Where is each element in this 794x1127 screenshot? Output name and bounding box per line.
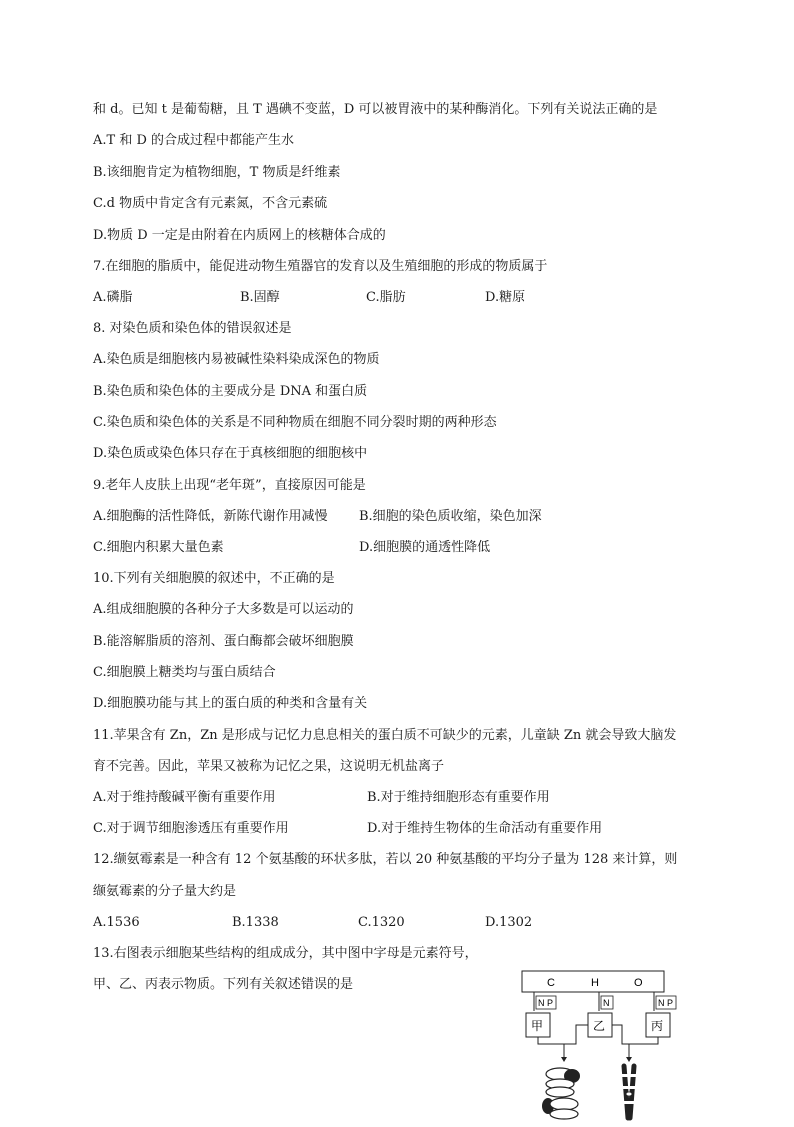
q8-option-c: C.染色质和染色体的关系是不同种物质在细胞不同分裂时期的两种形态 (93, 415, 497, 430)
q8-option-a: A.染色质是细胞核内易被碱性染料染成深色的物质 (93, 352, 380, 367)
membrane-structure (542, 1068, 580, 1119)
q13-stem-line2: 甲、乙、丙表示物质。下列有关叙述错误的是 (93, 977, 354, 992)
q6-option-d: D.物质 D 一定是由附着在内质网上的核糖体合成的 (93, 228, 386, 243)
q8-option-d: D.染色质或染色体只存在于真核细胞的细胞核中 (93, 446, 368, 461)
substance-yi: 乙 (593, 1019, 606, 1033)
n-mid-label: N (603, 998, 610, 1008)
q11-stem-line1: 11.苹果含有 Zn，Zn 是形成与记忆力息息相关的蛋白质不可缺少的元素，儿童缺 Zn 就会导致大脑发 (93, 728, 677, 743)
q7-option-b: B.固醇 (240, 290, 280, 305)
q11-option-b: B.对于维持细胞形态有重要作用 (367, 790, 550, 805)
q12-option-d: D.1302 (485, 915, 533, 930)
np-left-label: N P (538, 998, 554, 1008)
chromosome-structure (622, 1066, 636, 1118)
bracket-right (629, 1037, 658, 1044)
q11-option-d: D.对于维持生物体的生命活动有重要作用 (367, 821, 603, 836)
q6-stem-continuation: 和 d。已知 t 是葡萄糖，且 T 遇碘不变蓝，D 可以被胃液中的某种酶消化。下列有关说法正确的是 (93, 102, 658, 117)
composition-diagram (512, 966, 682, 1123)
q6-option-a: A.T 和 D 的合成过程中都能产生水 (93, 133, 295, 148)
arrow-left-head (561, 1057, 567, 1062)
q12-option-c: C.1320 (358, 915, 405, 930)
substance-jia: 甲 (531, 1019, 544, 1033)
q10-option-b: B.能溶解脂质的溶剂、蛋白酶都会破坏细胞膜 (93, 634, 354, 649)
arrow-right-head (626, 1057, 632, 1062)
substance-bing: 丙 (651, 1019, 664, 1033)
q12-option-a: A.1536 (93, 915, 140, 930)
q9-option-d: D.细胞膜的通透性降低 (359, 540, 491, 555)
q8-option-b: B.染色质和染色体的主要成分是 DNA 和蛋白质 (93, 384, 368, 399)
q10-option-a: A.组成细胞膜的各种分子大多数是可以运动的 (93, 602, 354, 617)
q11-stem-line2: 育不完善。因此，苹果又被称为记忆之果，这说明无机盐离子 (93, 759, 445, 774)
q10-stem: 10.下列有关细胞膜的叙述中，不正确的是 (93, 571, 335, 586)
q6-option-b: B.该细胞肯定为植物细胞，T 物质是纤维素 (93, 165, 341, 180)
q12-option-b: B.1338 (232, 915, 279, 930)
bracket-mid-left (564, 1025, 588, 1044)
element-o: O (634, 977, 643, 989)
q9-stem: 9.老年人皮肤上出现“老年斑”，直接原因可能是 (93, 478, 366, 493)
q13-stem-line1: 13.右图表示细胞某些结构的组成成分，其中图中字母是元素符号， (93, 946, 478, 961)
element-c: C (547, 977, 555, 989)
q9-option-c: C.细胞内积累大量色素 (93, 540, 224, 555)
element-h: H (591, 977, 599, 989)
q7-option-a: A.磷脂 (93, 290, 133, 305)
q9-option-a: A.细胞酶的活性降低，新陈代谢作用减慢 (93, 509, 328, 524)
q11-option-c: C.对于调节细胞渗透压有重要作用 (93, 821, 289, 836)
q12-stem-line1: 12.缬氨霉素是一种含有 12 个氨基酸的环状多肽，若以 20 种氨基酸的平均分子量为 128 来计算，则 (93, 852, 678, 867)
q11-option-a: A.对于维持酸碱平衡有重要作用 (93, 790, 276, 805)
bracket-mid-right (612, 1025, 629, 1050)
q7-option-d: D.糖原 (485, 290, 526, 305)
q8-stem: 8. 对染色质和染色体的错误叙述是 (93, 321, 292, 336)
composition-diagram-svg (512, 966, 682, 1123)
bracket-left (538, 1037, 564, 1050)
np-right-label: N P (658, 998, 674, 1008)
q9-option-b: B.细胞的染色质收缩，染色加深 (359, 509, 542, 524)
q10-option-c: C.细胞膜上糖类均与蛋白质结合 (93, 665, 276, 680)
q10-option-d: D.细胞膜功能与其上的蛋白质的种类和含量有关 (93, 696, 368, 711)
q7-option-c: C.脂肪 (366, 290, 406, 305)
q7-stem: 7.在细胞的脂质中，能促进动物生殖器官的发育以及生殖细胞的形成的物质属于 (93, 259, 548, 274)
q12-stem-line2: 缬氨霉素的分子量大约是 (93, 884, 237, 899)
q6-option-c: C.d 物质中肯定含有元素氮，不含元素硫 (93, 196, 328, 211)
